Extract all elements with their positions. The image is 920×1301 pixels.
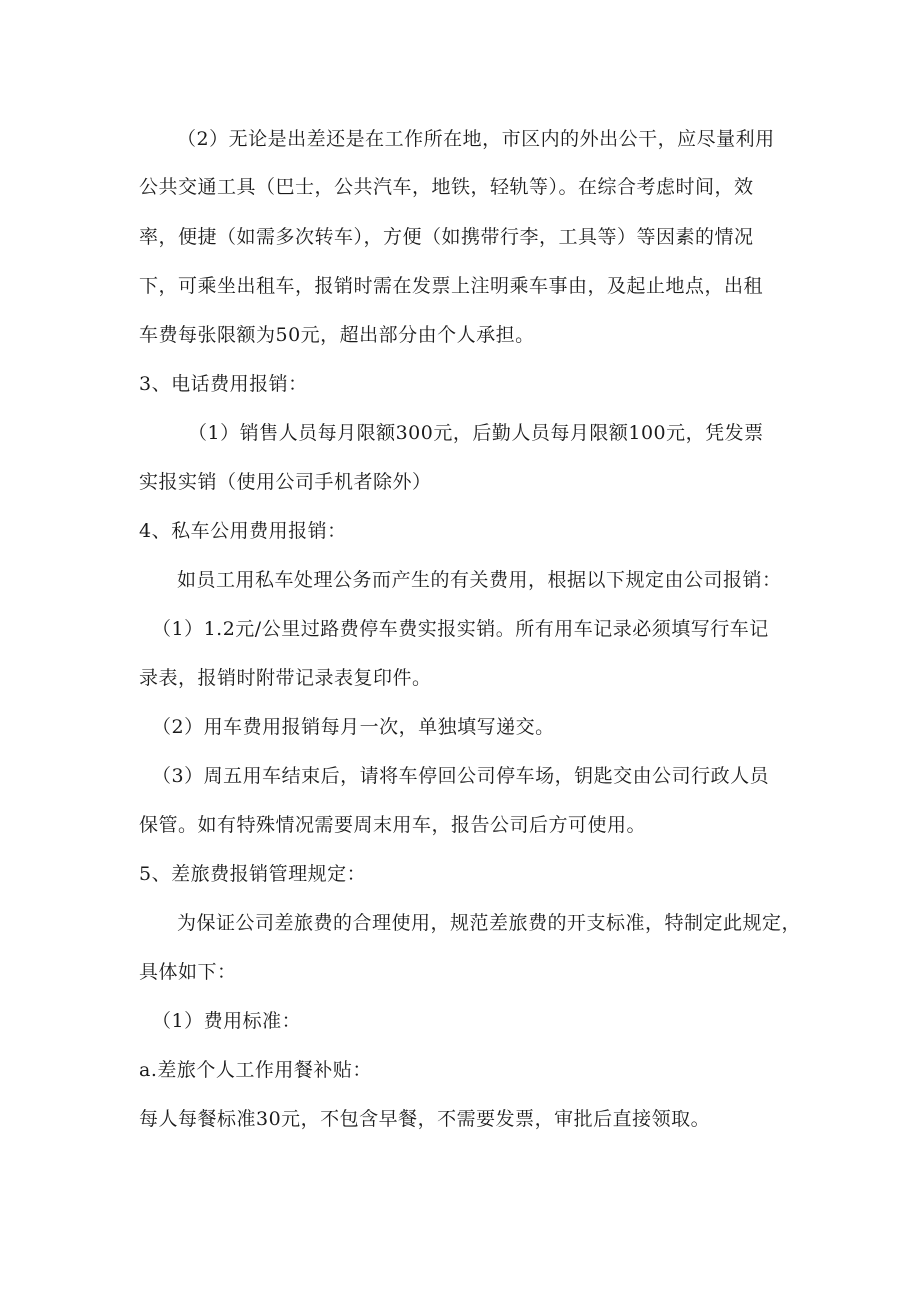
para-line: （2）用车费用报销每月一次，单独填写递交。: [152, 716, 555, 738]
para-line: 如员工用私车处理公务而产生的有关费用，根据以下规定由公司报销：: [177, 569, 782, 591]
para-line: a.差旅个人工作用餐补贴：: [139, 1059, 372, 1081]
para-line: 车费每张限额为50元，超出部分由个人承担。: [139, 324, 535, 346]
para-line: 保管。如有特殊情况需要周末用车，报告公司后方可使用。: [139, 814, 647, 836]
section-heading: 3、电话费用报销：: [139, 373, 308, 395]
para-line: （1）费用标准：: [152, 1010, 302, 1032]
para-line: 具体如下：: [139, 961, 237, 983]
section-heading: 5、差旅费报销管理规定：: [139, 863, 367, 885]
para-line: 每人每餐标准30元，不包含早餐，不需要发票，审批后直接领取。: [139, 1108, 711, 1130]
section-heading: 4、私车公用费用报销：: [139, 520, 347, 542]
para-line: （2）无论是出差还是在工作所在地，市区内的外出公干，应尽量利用: [177, 128, 775, 150]
para-line: 公共交通工具（巴士，公共汽车，地铁，轻轨等）。在综合考虑时间，效: [139, 176, 754, 198]
para-line: 率，便捷（如需多次转车），方便（如携带行李，工具等）等因素的情况: [139, 226, 754, 248]
para-line: （3）周五用车结束后，请将车停回公司停车场，钥匙交由公司行政人员: [152, 765, 770, 787]
para-line: 实报实销（使用公司手机者除外）: [139, 471, 432, 493]
para-line: （1）销售人员每月限额300元，后勤人员每月限额100元，凭发票: [188, 422, 764, 444]
para-line: 为保证公司差旅费的合理使用，规范差旅费的开支标准，特制定此规定，: [177, 912, 802, 934]
para-line: 下，可乘坐出租车，报销时需在发票上注明乘车事由，及起止地点，出租: [139, 275, 764, 297]
para-line: 录表，报销时附带记录表复印件。: [139, 667, 432, 689]
para-line: （1）1.2元/公里过路费停车费实报实销。所有用车记录必须填写行车记: [152, 618, 769, 640]
